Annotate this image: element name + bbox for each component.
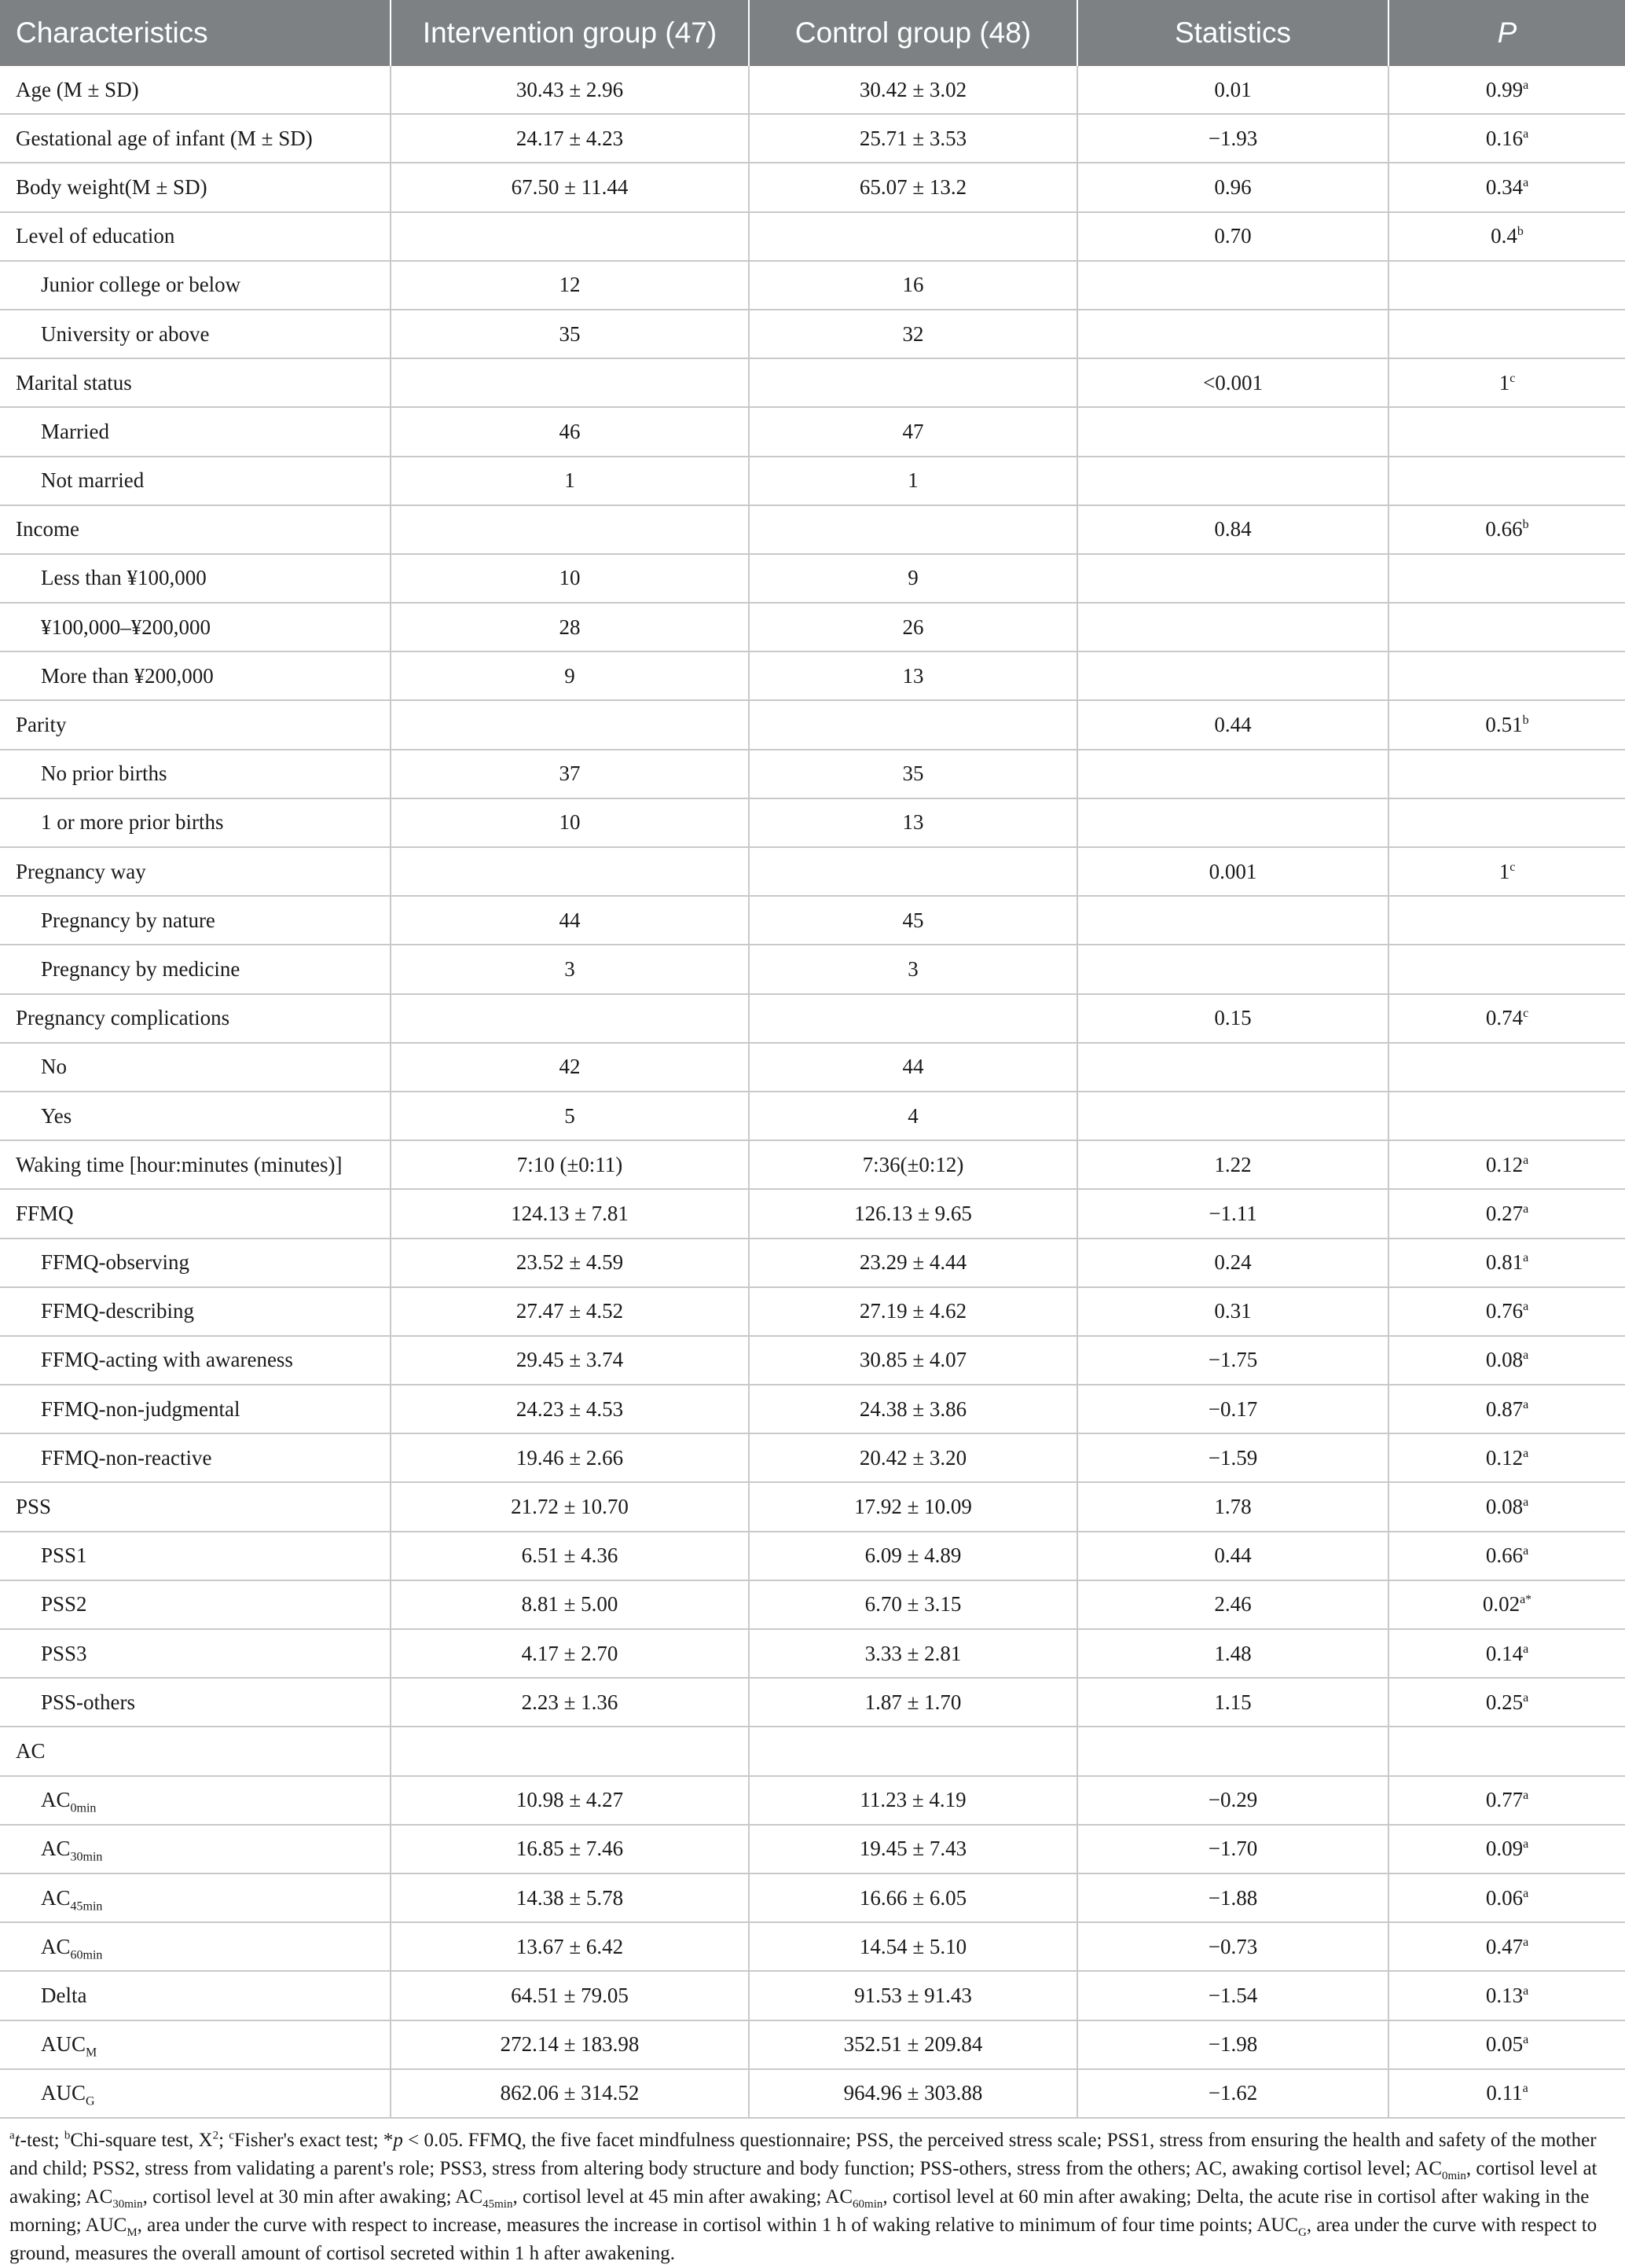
control-value: 26 [749, 603, 1077, 651]
row-label: $AC_{60min}$ [0, 1922, 391, 1971]
control-value: 3 [749, 945, 1077, 993]
row-label: FFMQ-non-judgmental [0, 1385, 391, 1433]
control-value: 19.45 ± 7.43 [749, 1825, 1077, 1873]
control-value [749, 505, 1077, 554]
statistic-value: −1.54 [1077, 1971, 1388, 2020]
control-value: 6.09 ± 4.89 [749, 1532, 1077, 1580]
p-value [1388, 261, 1625, 310]
p-value [1388, 945, 1625, 993]
statistic-value: 1.48 [1077, 1629, 1388, 1678]
table-row [0, 1776, 1625, 1825]
p-value [1388, 798, 1625, 847]
intervention-value: 24.23 ± 4.53 [391, 1385, 749, 1433]
control-value [749, 994, 1077, 1043]
intervention-value: 6.51 ± 4.36 [391, 1532, 749, 1580]
row-label: Less than ¥100,000 [0, 554, 391, 603]
table-row [0, 261, 1625, 310]
header-characteristics: Characteristics [0, 0, 391, 66]
p-value-footnote-mark: a [1523, 1349, 1529, 1363]
p-value: 0.66$^a$ [1388, 1532, 1625, 1580]
control-value: 13 [749, 798, 1077, 847]
table-row [0, 1825, 1625, 1873]
statistic-value: 0.01 [1077, 66, 1388, 114]
row-label: FFMQ [0, 1189, 391, 1238]
statistic-value: −1.93 [1077, 114, 1388, 163]
row-label: Pregnancy by nature [0, 896, 391, 945]
row-label: No prior births [0, 750, 391, 798]
row-label: FFMQ-non-reactive [0, 1433, 391, 1482]
table-row [0, 1727, 1625, 1775]
intervention-value: 862.06 ± 314.52 [391, 2069, 749, 2118]
p-value: 0.25$^a$ [1388, 1678, 1625, 1727]
p-value: 0.08$^a$ [1388, 1482, 1625, 1531]
table-row [0, 1043, 1625, 1092]
p-value: 0.47$^a$ [1388, 1922, 1625, 1971]
intervention-value [391, 847, 749, 896]
row-label: Delta [0, 1971, 391, 2020]
control-value: 45 [749, 896, 1077, 945]
p-value-footnote-mark: c [1509, 371, 1516, 385]
control-value: 352.51 ± 209.84 [749, 2020, 1077, 2069]
p-value-footnote-mark: a [1523, 1935, 1529, 1949]
control-value: 6.70 ± 3.15 [749, 1580, 1077, 1629]
table-row [0, 994, 1625, 1043]
control-value: 13 [749, 651, 1077, 700]
control-value: 25.71 ± 3.53 [749, 114, 1077, 163]
control-value: 27.19 ± 4.62 [749, 1287, 1077, 1336]
row-label: PSS3 [0, 1629, 391, 1678]
row-label: Junior college or below [0, 261, 391, 310]
p-value-footnote-mark: a [1523, 1251, 1529, 1265]
statistic-value: −0.29 [1077, 1776, 1388, 1825]
table-row [0, 2069, 1625, 2118]
statistic-value: −0.73 [1077, 1922, 1388, 1971]
intervention-value: 29.45 ± 3.74 [391, 1336, 749, 1385]
intervention-value: 44 [391, 896, 749, 945]
control-value: 23.29 ± 4.44 [749, 1239, 1077, 1287]
control-value: 1 [749, 457, 1077, 505]
table-row [0, 358, 1625, 407]
p-value [1388, 1043, 1625, 1092]
row-label: $AC_{30min}$ [0, 1825, 391, 1873]
statistic-value: 0.84 [1077, 505, 1388, 554]
control-value: 16 [749, 261, 1077, 310]
control-value: 9 [749, 554, 1077, 603]
p-value-footnote-mark: a [1523, 1153, 1529, 1167]
control-value: 20.42 ± 3.20 [749, 1433, 1077, 1482]
row-label: ¥100,000–¥200,000 [0, 603, 391, 651]
control-value: 4 [749, 1092, 1077, 1140]
p-value [1388, 310, 1625, 358]
statistic-value [1077, 554, 1388, 603]
statistic-value [1077, 310, 1388, 358]
table-row [0, 1092, 1625, 1140]
intervention-value: 13.67 ± 6.42 [391, 1922, 749, 1971]
statistic-value: −0.17 [1077, 1385, 1388, 1433]
intervention-value: 37 [391, 750, 749, 798]
intervention-value: 67.50 ± 11.44 [391, 163, 749, 211]
p-value: 0.77$^a$ [1388, 1776, 1625, 1825]
statistic-value: −1.11 [1077, 1189, 1388, 1238]
p-value-footnote-mark: a [1523, 1642, 1529, 1656]
intervention-value: 30.43 ± 2.96 [391, 66, 749, 114]
p-value-footnote-mark: c [1523, 1007, 1529, 1021]
statistic-value: −1.88 [1077, 1873, 1388, 1922]
p-value [1388, 1092, 1625, 1140]
table-row [0, 750, 1625, 798]
row-label: $AC_{45min}$ [0, 1873, 391, 1922]
row-label: $AUC_M$ [0, 2020, 391, 2069]
intervention-value [391, 358, 749, 407]
intervention-value: 19.46 ± 2.66 [391, 1433, 749, 1482]
header-intervention-group: Intervention group (47) [391, 0, 749, 66]
row-label: FFMQ-describing [0, 1287, 391, 1336]
p-value-footnote-mark: a [1523, 1397, 1529, 1411]
table-row [0, 407, 1625, 456]
intervention-value: 24.17 ± 4.23 [391, 114, 749, 163]
table-row [0, 163, 1625, 211]
p-value-footnote-mark: a [1523, 1300, 1529, 1314]
p-value-footnote-mark: c [1509, 860, 1516, 874]
table-footnote: $^a$t-test; $^b$Chi-square test, $X^2$; $^c$Fisher's exact test; *p < 0.05. FFMQ, the five facet mindfulness questionnaire; PSS, the perceived stress scale; PSS1, stress from ensuring the health and safety of the mother and child; PSS2, stress from validating a parent's role; PSS3, stress from altering body structure and body function; PSS-others, stress from the others; AC, awaking cortisol level; $AC_{0min}$, cortisol level at awaking; $AC_{30min}$, cortisol level at 30 min after awaking; $AC_{45min}$, cortisol level at 45 min after awaking; $AC_{60min}$, cortisol level at 60 min after awaking; Delta, the acute rise in cortisol after waking in the morning; $AUC_M$, area under the curve with respect to increase, measures the increase in cortisol within 1 h of waking relative to minimum of four time points; $AUC_G$, area under the curve with respect to ground, measures the overall amount of cortisol secreted within 1 h after awakening. [9, 2129, 1597, 2264]
p-value-footnote-mark: a [1523, 1690, 1529, 1705]
row-label: FFMQ-observing [0, 1239, 391, 1287]
table-header [0, 0, 1625, 66]
table-row [0, 1678, 1625, 1727]
table-row [0, 847, 1625, 896]
row-label: AC [0, 1727, 391, 1775]
table-row [0, 457, 1625, 505]
statistic-value [1077, 798, 1388, 847]
intervention-value: 28 [391, 603, 749, 651]
control-value: 91.53 ± 91.43 [749, 1971, 1077, 2020]
header-control-group: Control group (48) [749, 0, 1077, 66]
row-label: PSS1 [0, 1532, 391, 1580]
row-label: PSS2 [0, 1580, 391, 1629]
p-value: 0.66$^b$ [1388, 505, 1625, 554]
p-value: 0.74$^c$ [1388, 994, 1625, 1043]
row-label: Pregnancy by medicine [0, 945, 391, 993]
statistic-value: 1.15 [1077, 1678, 1388, 1727]
intervention-value: 21.72 ± 10.70 [391, 1482, 749, 1531]
table-row [0, 1385, 1625, 1433]
p-value: 0.76$^a$ [1388, 1287, 1625, 1336]
p-value: 0.13$^a$ [1388, 1971, 1625, 2020]
intervention-value [391, 212, 749, 261]
intervention-value: 35 [391, 310, 749, 358]
header-p-value: P [1388, 0, 1625, 66]
statistic-value: 0.44 [1077, 1532, 1388, 1580]
intervention-value: 16.85 ± 7.46 [391, 1825, 749, 1873]
intervention-value: 124.13 ± 7.81 [391, 1189, 749, 1238]
row-label: Pregnancy complications [0, 994, 391, 1043]
table-row [0, 1287, 1625, 1336]
p-value: $0.02^{a*}$ [1388, 1580, 1625, 1629]
header-row [0, 0, 1625, 66]
p-value-footnote-mark: a [1523, 127, 1529, 141]
table-row [0, 1482, 1625, 1531]
p-value: 0.81$^a$ [1388, 1239, 1625, 1287]
p-value-footnote-mark: a [1523, 1886, 1529, 1900]
row-label: 1 or more prior births [0, 798, 391, 847]
intervention-value: 3 [391, 945, 749, 993]
statistic-value [1077, 1092, 1388, 1140]
control-value: 1.87 ± 1.70 [749, 1678, 1077, 1727]
statistic-value [1077, 1727, 1388, 1775]
row-label: Waking time [hour:minutes (minutes)] [0, 1140, 391, 1189]
p-value: 0.34$^a$ [1388, 163, 1625, 211]
control-value [749, 847, 1077, 896]
statistic-value: −1.98 [1077, 2020, 1388, 2069]
row-label: Married [0, 407, 391, 456]
statistic-value: −1.62 [1077, 2069, 1388, 2118]
intervention-value: 10 [391, 554, 749, 603]
table-row [0, 1629, 1625, 1678]
p-value-footnote-mark: b [1522, 518, 1529, 532]
control-value: 17.92 ± 10.09 [749, 1482, 1077, 1531]
header-statistics: Statistics [1077, 0, 1388, 66]
intervention-value: 5 [391, 1092, 749, 1140]
statistic-value: 0.001 [1077, 847, 1388, 896]
p-value [1388, 1727, 1625, 1775]
p-value-footnote-mark: a [1523, 175, 1529, 189]
p-value: 0.4$^b$ [1388, 212, 1625, 261]
statistic-value: 1.78 [1077, 1482, 1388, 1531]
control-value: 7:36(±0:12) [749, 1140, 1077, 1189]
row-label: Pregnancy way [0, 847, 391, 896]
table-row [0, 1336, 1625, 1385]
p-value-footnote-mark: b [1517, 225, 1524, 239]
p-value [1388, 554, 1625, 603]
table-row [0, 310, 1625, 358]
intervention-value: 4.17 ± 2.70 [391, 1629, 749, 1678]
row-label: Yes [0, 1092, 391, 1140]
table-row [0, 1971, 1625, 2020]
p-value: 0.08$^a$ [1388, 1336, 1625, 1385]
control-value: 30.42 ± 3.02 [749, 66, 1077, 114]
p-value [1388, 651, 1625, 700]
p-value: 0.05$^a$ [1388, 2020, 1625, 2069]
intervention-value [391, 1727, 749, 1775]
p-value [1388, 603, 1625, 651]
control-value [749, 700, 1077, 749]
control-value: 11.23 ± 4.19 [749, 1776, 1077, 1825]
p-value-footnote-mark: a [1523, 2033, 1529, 2047]
statistic-value [1077, 651, 1388, 700]
statistic-value [1077, 750, 1388, 798]
p-value-footnote-mark: a [1523, 1789, 1529, 1803]
intervention-value: 12 [391, 261, 749, 310]
intervention-value [391, 700, 749, 749]
table-row [0, 945, 1625, 993]
row-label: FFMQ-acting with awareness [0, 1336, 391, 1385]
intervention-value: 42 [391, 1043, 749, 1092]
table-row [0, 603, 1625, 651]
row-label: Marital status [0, 358, 391, 407]
control-value [749, 358, 1077, 407]
statistic-value: 2.46 [1077, 1580, 1388, 1629]
statistic-value: 0.96 [1077, 163, 1388, 211]
intervention-value: 46 [391, 407, 749, 456]
p-value-footnote-mark: a [1523, 78, 1529, 92]
p-value-footnote-mark: a [1523, 1495, 1529, 1510]
p-value-footnote-mark: a [1523, 1544, 1529, 1558]
table-row [0, 114, 1625, 163]
table-row [0, 1873, 1625, 1922]
intervention-value: 14.38 ± 5.78 [391, 1873, 749, 1922]
p-value: 0.27$^a$ [1388, 1189, 1625, 1238]
control-value: 35 [749, 750, 1077, 798]
table-row [0, 896, 1625, 945]
row-label: Age (M ± SD) [0, 66, 391, 114]
p-value: 1$^c$ [1388, 847, 1625, 896]
table-row [0, 1580, 1625, 1629]
row-label: University or above [0, 310, 391, 358]
p-value-footnote-mark: a* [1520, 1593, 1532, 1607]
p-value: 0.12$^a$ [1388, 1433, 1625, 1482]
p-value: 0.99$^a$ [1388, 66, 1625, 114]
table-row [0, 1140, 1625, 1189]
statistic-value: 0.44 [1077, 700, 1388, 749]
p-value-footnote-mark: a [1522, 2082, 1528, 2096]
table-body [0, 66, 1625, 2118]
statistic-value: 0.70 [1077, 212, 1388, 261]
statistic-value [1077, 261, 1388, 310]
statistic-value [1077, 896, 1388, 945]
row-label: Income [0, 505, 391, 554]
table-row [0, 1922, 1625, 1971]
intervention-value: 272.14 ± 183.98 [391, 2020, 749, 2069]
control-value [749, 1727, 1077, 1775]
p-value-footnote-mark: a [1523, 1984, 1529, 1998]
control-value: 3.33 ± 2.81 [749, 1629, 1077, 1678]
p-value [1388, 750, 1625, 798]
statistic-value [1077, 457, 1388, 505]
control-value: 964.96 ± 303.88 [749, 2069, 1077, 2118]
intervention-value: 2.23 ± 1.36 [391, 1678, 749, 1727]
intervention-value: 10 [391, 798, 749, 847]
intervention-value: 10.98 ± 4.27 [391, 1776, 749, 1825]
statistic-value [1077, 407, 1388, 456]
table-row [0, 212, 1625, 261]
p-value: 0.12$^a$ [1388, 1140, 1625, 1189]
statistic-value [1077, 1043, 1388, 1092]
table-row [0, 1532, 1625, 1580]
table-row [0, 1433, 1625, 1482]
p-value-footnote-mark: a [1523, 1837, 1529, 1851]
p-value: 0.87$^a$ [1388, 1385, 1625, 1433]
table-row [0, 66, 1625, 114]
control-value: 24.38 ± 3.86 [749, 1385, 1077, 1433]
table-row [0, 700, 1625, 749]
p-value-footnote-mark: b [1522, 714, 1529, 728]
statistic-value: −1.59 [1077, 1433, 1388, 1482]
statistic-value [1077, 945, 1388, 993]
control-value: 30.85 ± 4.07 [749, 1336, 1077, 1385]
control-value [749, 212, 1077, 261]
row-label: PSS-others [0, 1678, 391, 1727]
control-value: 65.07 ± 13.2 [749, 163, 1077, 211]
table-row [0, 2020, 1625, 2069]
row-label: $AC_{0min}$ [0, 1776, 391, 1825]
row-label: Not married [0, 457, 391, 505]
intervention-value: 9 [391, 651, 749, 700]
p-value: 0.09$^a$ [1388, 1825, 1625, 1873]
intervention-value: 64.51 ± 79.05 [391, 1971, 749, 2020]
row-label: No [0, 1043, 391, 1092]
table-row [0, 1189, 1625, 1238]
p-value: 0.51$^b$ [1388, 700, 1625, 749]
row-label: More than ¥200,000 [0, 651, 391, 700]
p-value: 0.14$^a$ [1388, 1629, 1625, 1678]
intervention-value: 8.81 ± 5.00 [391, 1580, 749, 1629]
statistic-value: 0.31 [1077, 1287, 1388, 1336]
p-value-footnote-mark: a [1523, 1202, 1529, 1216]
intervention-value [391, 505, 749, 554]
p-value: 0.11$^a$ [1388, 2069, 1625, 2118]
row-label: Parity [0, 700, 391, 749]
p-value-footnote-mark: a [1523, 1446, 1529, 1460]
table-row [0, 651, 1625, 700]
intervention-value: 23.52 ± 4.59 [391, 1239, 749, 1287]
p-value: 1$^c$ [1388, 358, 1625, 407]
table-row [0, 1239, 1625, 1287]
table-row [0, 554, 1625, 603]
statistic-value: 0.24 [1077, 1239, 1388, 1287]
statistic-value: −1.75 [1077, 1336, 1388, 1385]
control-value: 32 [749, 310, 1077, 358]
control-value: 14.54 ± 5.10 [749, 1922, 1077, 1971]
intervention-value: 7:10 (±0:11) [391, 1140, 749, 1189]
p-value [1388, 457, 1625, 505]
table-row [0, 798, 1625, 847]
row-label: $AUC_G$ [0, 2069, 391, 2118]
row-label: Body weight(M ± SD) [0, 163, 391, 211]
control-value: 16.66 ± 6.05 [749, 1873, 1077, 1922]
row-label: Gestational age of infant (M ± SD) [0, 114, 391, 163]
control-value: 126.13 ± 9.65 [749, 1189, 1077, 1238]
statistic-value [1077, 603, 1388, 651]
row-label: PSS [0, 1482, 391, 1531]
row-label: Level of education [0, 212, 391, 261]
statistic-value: 0.15 [1077, 994, 1388, 1043]
intervention-value: 1 [391, 457, 749, 505]
p-value: 0.06$^a$ [1388, 1873, 1625, 1922]
statistic-value: <0.001 [1077, 358, 1388, 407]
control-value: 47 [749, 407, 1077, 456]
p-value: 0.16$^a$ [1388, 114, 1625, 163]
table-row [0, 505, 1625, 554]
intervention-value [391, 994, 749, 1043]
control-value: 44 [749, 1043, 1077, 1092]
intervention-value: 27.47 ± 4.52 [391, 1287, 749, 1336]
p-value [1388, 896, 1625, 945]
statistic-value: −1.70 [1077, 1825, 1388, 1873]
statistic-value: 1.22 [1077, 1140, 1388, 1189]
p-value [1388, 407, 1625, 456]
